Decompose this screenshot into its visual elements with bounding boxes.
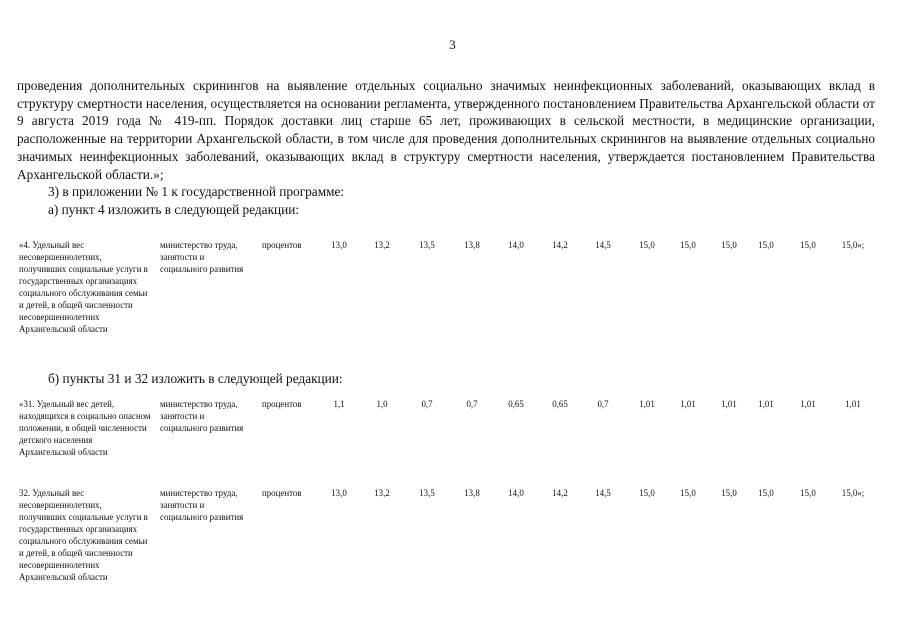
- value-cell: 1,01: [758, 399, 774, 409]
- value-cell: 1,1: [333, 399, 345, 409]
- value-cell: 15,0: [639, 240, 655, 250]
- value-cell: 15,0: [758, 488, 774, 498]
- value-cell: 15,0: [758, 240, 774, 250]
- value-cell: 13,5: [419, 240, 435, 250]
- value-cell: 14,2: [552, 488, 568, 498]
- responsible-ministry: министерство труда, занятости и социального развития: [160, 240, 244, 274]
- value-cell: 1,0: [376, 399, 388, 409]
- value-cell: 1,01: [800, 399, 816, 409]
- page-number: 3: [449, 37, 456, 52]
- value-cell: 13,5: [419, 488, 435, 498]
- value-cell: 14,5: [595, 240, 611, 250]
- value-cell: 14,0: [508, 488, 524, 498]
- value-cell: 15,0: [800, 488, 816, 498]
- unit-of-measure: процентов: [262, 399, 302, 409]
- value-cell: 15,0: [800, 240, 816, 250]
- indicator-name: «31. Удельный вес детей, находящихся в социально опасном положении, в общей численности детского населения Архангельской области: [19, 399, 151, 457]
- value-cell: 0,65: [552, 399, 568, 409]
- document-body: [17, 77, 875, 219]
- value-cell: 0,7: [421, 399, 433, 409]
- value-cell: 1,01: [721, 399, 737, 409]
- value-cell: 13,2: [374, 240, 390, 250]
- value-cell: 15,0: [680, 240, 696, 250]
- unit-of-measure: процентов: [262, 240, 302, 250]
- item-b-text: б) пункты 31 и 32 изложить в следующей редакции:: [48, 371, 343, 386]
- responsible-ministry: министерство труда, занятости и социального развития: [160, 488, 244, 522]
- indicator-name: «4. Удельный вес несовершеннолетних, получивших социальные услуги в государственных организациях социального обслуживания семьи и детей, в общей численности несовершеннолетних Архангельской области: [19, 240, 148, 334]
- value-cell: 13,0: [331, 488, 347, 498]
- indicator-name: 32. Удельный вес несовершеннолетних, получивших социальные услуги в государственных организациях социального обслуживания семьи и детей, в общей численности несовершеннолетних Архангельской области: [19, 488, 148, 582]
- value-cell: 15,0»;: [841, 240, 865, 250]
- value-cell: 14,5: [595, 488, 611, 498]
- value-cell: 1,01: [639, 399, 655, 409]
- value-cell: 0,65: [508, 399, 524, 409]
- value-cell: 13,2: [374, 488, 390, 498]
- responsible-ministry: министерство труда, занятости и социального развития: [160, 399, 244, 433]
- value-cell: 15,0»;: [841, 488, 865, 498]
- item-3-text: 3) в приложении № 1 к государственной программе:: [48, 184, 345, 200]
- value-cell: 15,0: [639, 488, 655, 498]
- item-a-text: а) пункт 4 изложить в следующей редакции:: [48, 201, 300, 217]
- value-cell: 0,7: [597, 399, 609, 409]
- unit-of-measure: процентов: [262, 488, 302, 498]
- value-cell: 14,0: [508, 240, 524, 250]
- paragraph-main: проведения дополнительных скринингов на выявление отдельных социально значимых неинфекционных заболеваний, оказывающих вклад в структуру смертности населения, осуществляется на основании регламента, утвержденного постановлением Правительства Архангельской области от 9 августа 2019 года № 419-пп. Порядок доставки лиц старше 65 лет, проживающих в сельской местности, в медицинские организации, расположенные на территории Архангельской области, в том числе для проведения дополнительных скринингов на выявление отдельных социально значимых неинфекционных заболеваний, оказывающих вклад в структуру смертности населения, утверждается постановлением Правительства Архангельской области.»;: [17, 78, 875, 182]
- value-cell: 13,0: [331, 240, 347, 250]
- value-cell: 1,01: [845, 399, 861, 409]
- value-cell: 15,0: [721, 488, 737, 498]
- value-cell: 13,8: [464, 240, 480, 250]
- value-cell: 15,0: [680, 488, 696, 498]
- value-cell: 1,01: [680, 399, 696, 409]
- value-cell: 0,7: [466, 399, 478, 409]
- value-cell: 14,2: [552, 240, 568, 250]
- value-cell: 15,0: [721, 240, 737, 250]
- value-cell: 13,8: [464, 488, 480, 498]
